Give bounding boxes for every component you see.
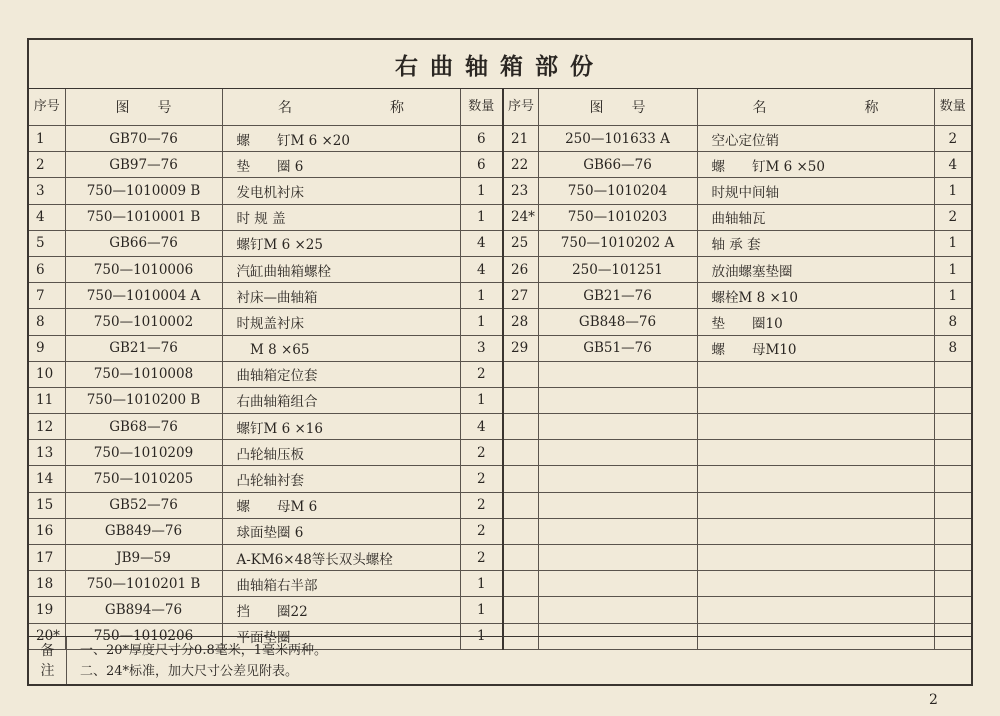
row-seq: 12: [29, 414, 65, 440]
row-quantity: 4: [460, 256, 503, 282]
row-seq: [503, 571, 538, 597]
row-quantity: 1: [460, 597, 503, 623]
row-drawing-number: GB51—76: [538, 335, 697, 361]
table-row: [29, 414, 971, 440]
row-part-name: 右曲轴箱组合: [222, 387, 460, 413]
row-quantity: [934, 492, 971, 518]
page-number: 2: [929, 692, 938, 708]
row-seq: 8: [29, 309, 65, 335]
row-seq: 18: [29, 571, 65, 597]
row-part-name: 时规中间轴: [697, 178, 934, 204]
row-part-name: 凸轮轴衬套: [222, 466, 460, 492]
row-quantity: 1: [460, 387, 503, 413]
row-part-name: 挡 圈22: [222, 597, 460, 623]
row-drawing-number: 750—1010203: [538, 204, 697, 230]
row-part-name: 螺栓M 8 ×10: [697, 283, 934, 309]
table-row: [29, 440, 971, 466]
row-quantity: 8: [934, 309, 971, 335]
row-drawing-number: [538, 466, 697, 492]
row-drawing-number: GB21—76: [65, 335, 222, 361]
row-part-name: 曲轴箱定位套: [222, 361, 460, 387]
row-quantity: 2: [460, 361, 503, 387]
row-quantity: 2: [934, 204, 971, 230]
row-drawing-number: GB97—76: [65, 152, 222, 178]
table-row: [29, 466, 971, 492]
row-drawing-number: GB849—76: [65, 518, 222, 544]
row-seq: 24*: [503, 204, 538, 230]
row-drawing-number: GB66—76: [65, 230, 222, 256]
row-seq: [503, 466, 538, 492]
row-drawing-number: GB52—76: [65, 492, 222, 518]
row-seq: 26: [503, 256, 538, 282]
row-drawing-number: [538, 545, 697, 571]
row-quantity: [934, 545, 971, 571]
row-drawing-number: 750—1010204: [538, 178, 697, 204]
row-quantity: [934, 387, 971, 413]
notes-section: [29, 636, 971, 684]
row-part-name: 凸轮轴压板: [222, 440, 460, 466]
row-quantity: 1: [460, 204, 503, 230]
row-quantity: 3: [460, 335, 503, 361]
row-part-name: 空心定位销: [697, 126, 934, 152]
row-quantity: [934, 518, 971, 544]
row-part-name: 垫 圈10: [697, 309, 934, 335]
row-drawing-number: [538, 361, 697, 387]
row-seq: [503, 387, 538, 413]
row-drawing-number: GB68—76: [65, 414, 222, 440]
row-drawing-number: GB70—76: [65, 126, 222, 152]
table-row: [29, 361, 971, 387]
row-part-name: 螺 母M10: [697, 335, 934, 361]
row-seq: 27: [503, 283, 538, 309]
notes-label: [29, 637, 67, 684]
row-quantity: 2: [460, 545, 503, 571]
row-part-name: [697, 518, 934, 544]
notes-label-top: 备: [40, 642, 55, 659]
row-seq: 9: [29, 335, 65, 361]
row-drawing-number: [538, 571, 697, 597]
table-row: [29, 335, 971, 361]
row-seq: 17: [29, 545, 65, 571]
row-drawing-number: [538, 414, 697, 440]
row-seq: 14: [29, 466, 65, 492]
table-row: [29, 256, 971, 282]
row-quantity: [934, 361, 971, 387]
row-drawing-number: 750—1010002: [65, 309, 222, 335]
row-part-name: 汽缸曲轴箱螺栓: [222, 256, 460, 282]
row-drawing-number: 750—1010209: [65, 440, 222, 466]
row-seq: 25: [503, 230, 538, 256]
row-quantity: 1: [460, 178, 503, 204]
row-quantity: 1: [460, 283, 503, 309]
row-part-name: 螺钉M 6 ×16: [222, 414, 460, 440]
row-seq: 13: [29, 440, 65, 466]
row-seq: 22: [503, 152, 538, 178]
row-drawing-number: 750—1010006: [65, 256, 222, 282]
row-drawing-number: 250—101633 A: [538, 126, 697, 152]
row-seq: 29: [503, 335, 538, 361]
header-qty-left: 数量: [460, 89, 503, 126]
row-part-name: 时规盖衬床: [222, 309, 460, 335]
table-row: [29, 152, 971, 178]
table-row: [29, 283, 971, 309]
table-row: [29, 309, 971, 335]
parts-list-frame: [27, 38, 973, 686]
row-quantity: 4: [934, 152, 971, 178]
row-part-name: [697, 414, 934, 440]
row-quantity: 1: [934, 283, 971, 309]
row-seq: 5: [29, 230, 65, 256]
row-drawing-number: 750—1010202 A: [538, 230, 697, 256]
row-quantity: 6: [460, 126, 503, 152]
row-drawing-number: GB66—76: [538, 152, 697, 178]
row-drawing-number: 250—101251: [538, 256, 697, 282]
row-part-name: [697, 545, 934, 571]
row-quantity: 1: [460, 571, 503, 597]
row-seq: 16: [29, 518, 65, 544]
table-row: [29, 204, 971, 230]
row-part-name: 发电机衬床: [222, 178, 460, 204]
row-seq: [503, 492, 538, 518]
row-part-name: 球面垫圈 6: [222, 518, 460, 544]
row-quantity: 1: [934, 256, 971, 282]
row-drawing-number: 750—1010205: [65, 466, 222, 492]
row-part-name: 衬床—曲轴箱: [222, 283, 460, 309]
row-seq: 15: [29, 492, 65, 518]
row-quantity: 1: [934, 178, 971, 204]
row-part-name: 螺 钉M 6 ×20: [222, 126, 460, 152]
row-seq: 2: [29, 152, 65, 178]
row-part-name: 放油螺塞垫圈: [697, 256, 934, 282]
row-part-name: [697, 571, 934, 597]
row-seq: 23: [503, 178, 538, 204]
row-quantity: 2: [460, 518, 503, 544]
header-name-right: 名 称: [697, 89, 934, 126]
row-part-name: 时 规 盖: [222, 204, 460, 230]
table-row: [29, 545, 971, 571]
note-line-1: 一、20*厚度尺寸分0.8毫米，1毫米两种。: [80, 642, 327, 658]
row-seq: 10: [29, 361, 65, 387]
row-drawing-number: [538, 518, 697, 544]
table-row: [29, 178, 971, 204]
row-quantity: 4: [460, 414, 503, 440]
row-seq: [503, 414, 538, 440]
header-drawing-right: 图 号: [538, 89, 697, 126]
page-title: 右曲轴箱部份: [29, 40, 971, 89]
table-row: [29, 230, 971, 256]
row-seq: [503, 361, 538, 387]
row-drawing-number: [538, 492, 697, 518]
row-seq: 1: [29, 126, 65, 152]
row-seq: 21: [503, 126, 538, 152]
row-quantity: 1: [934, 230, 971, 256]
row-quantity: 4: [460, 230, 503, 256]
row-quantity: 2: [460, 466, 503, 492]
row-seq: [503, 518, 538, 544]
row-part-name: [697, 361, 934, 387]
row-part-name: 螺 母M 6: [222, 492, 460, 518]
header-name-left: 名 称: [222, 89, 460, 126]
row-drawing-number: GB848—76: [538, 309, 697, 335]
row-drawing-number: 750—1010201 B: [65, 571, 222, 597]
table-row: [29, 518, 971, 544]
row-drawing-number: [538, 440, 697, 466]
row-seq: 7: [29, 283, 65, 309]
header-seq-right: 序号: [503, 89, 538, 126]
row-seq: 19: [29, 597, 65, 623]
row-part-name: [697, 597, 934, 623]
row-part-name: [697, 387, 934, 413]
row-seq: [503, 440, 538, 466]
row-part-name: 垫 圈 6: [222, 152, 460, 178]
row-part-name: 螺 钉M 6 ×50: [697, 152, 934, 178]
note-line-2: 二、24*标准，加大尺寸公差见附表。: [80, 663, 299, 679]
row-quantity: [934, 466, 971, 492]
row-quantity: 2: [460, 440, 503, 466]
row-quantity: [934, 571, 971, 597]
row-part-name: 曲轴轴瓦: [697, 204, 934, 230]
row-part-name: [697, 440, 934, 466]
row-part-name: [697, 492, 934, 518]
row-quantity: 2: [934, 126, 971, 152]
row-drawing-number: 750—1010206: [65, 623, 222, 649]
table-row: [29, 597, 971, 623]
table-row: [29, 571, 971, 597]
row-drawing-number: 750—1010200 B: [65, 387, 222, 413]
row-part-name: [697, 466, 934, 492]
row-part-name: A-KM6×48等长双头螺栓: [222, 545, 460, 571]
row-drawing-number: 750—1010001 B: [65, 204, 222, 230]
notes-label-bottom: 注: [40, 662, 55, 679]
notes-lines: [67, 637, 327, 684]
row-quantity: 1: [460, 309, 503, 335]
row-part-name: M 8 ×65: [222, 335, 460, 361]
row-part-name: 平面垫圈: [222, 623, 460, 649]
row-seq: [503, 545, 538, 571]
row-drawing-number: GB21—76: [538, 283, 697, 309]
parts-table: [29, 89, 971, 650]
row-drawing-number: JB9—59: [65, 545, 222, 571]
row-seq: 11: [29, 387, 65, 413]
table-row: [29, 492, 971, 518]
table-header-row: [29, 89, 971, 126]
row-drawing-number: 750—1010009 B: [65, 178, 222, 204]
row-quantity: 6: [460, 152, 503, 178]
row-part-name: 螺钉M 6 ×25: [222, 230, 460, 256]
row-drawing-number: GB894—76: [65, 597, 222, 623]
row-drawing-number: 750—1010004 A: [65, 283, 222, 309]
header-drawing-left: 图 号: [65, 89, 222, 126]
row-seq: [503, 597, 538, 623]
row-seq: 3: [29, 178, 65, 204]
row-quantity: [934, 414, 971, 440]
row-quantity: 2: [460, 492, 503, 518]
row-drawing-number: [538, 597, 697, 623]
row-seq: 20*: [29, 623, 65, 649]
table-row: [29, 387, 971, 413]
row-quantity: 8: [934, 335, 971, 361]
row-drawing-number: 750—1010008: [65, 361, 222, 387]
row-quantity: [934, 597, 971, 623]
row-part-name: 轴 承 套: [697, 230, 934, 256]
row-seq: 28: [503, 309, 538, 335]
table-row: [29, 126, 971, 152]
row-drawing-number: [538, 387, 697, 413]
row-seq: 6: [29, 256, 65, 282]
row-seq: 4: [29, 204, 65, 230]
header-seq-left: 序号: [29, 89, 65, 126]
header-qty-right: 数量: [934, 89, 971, 126]
row-quantity: 1: [460, 623, 503, 649]
row-quantity: [934, 440, 971, 466]
row-part-name: 曲轴箱右半部: [222, 571, 460, 597]
